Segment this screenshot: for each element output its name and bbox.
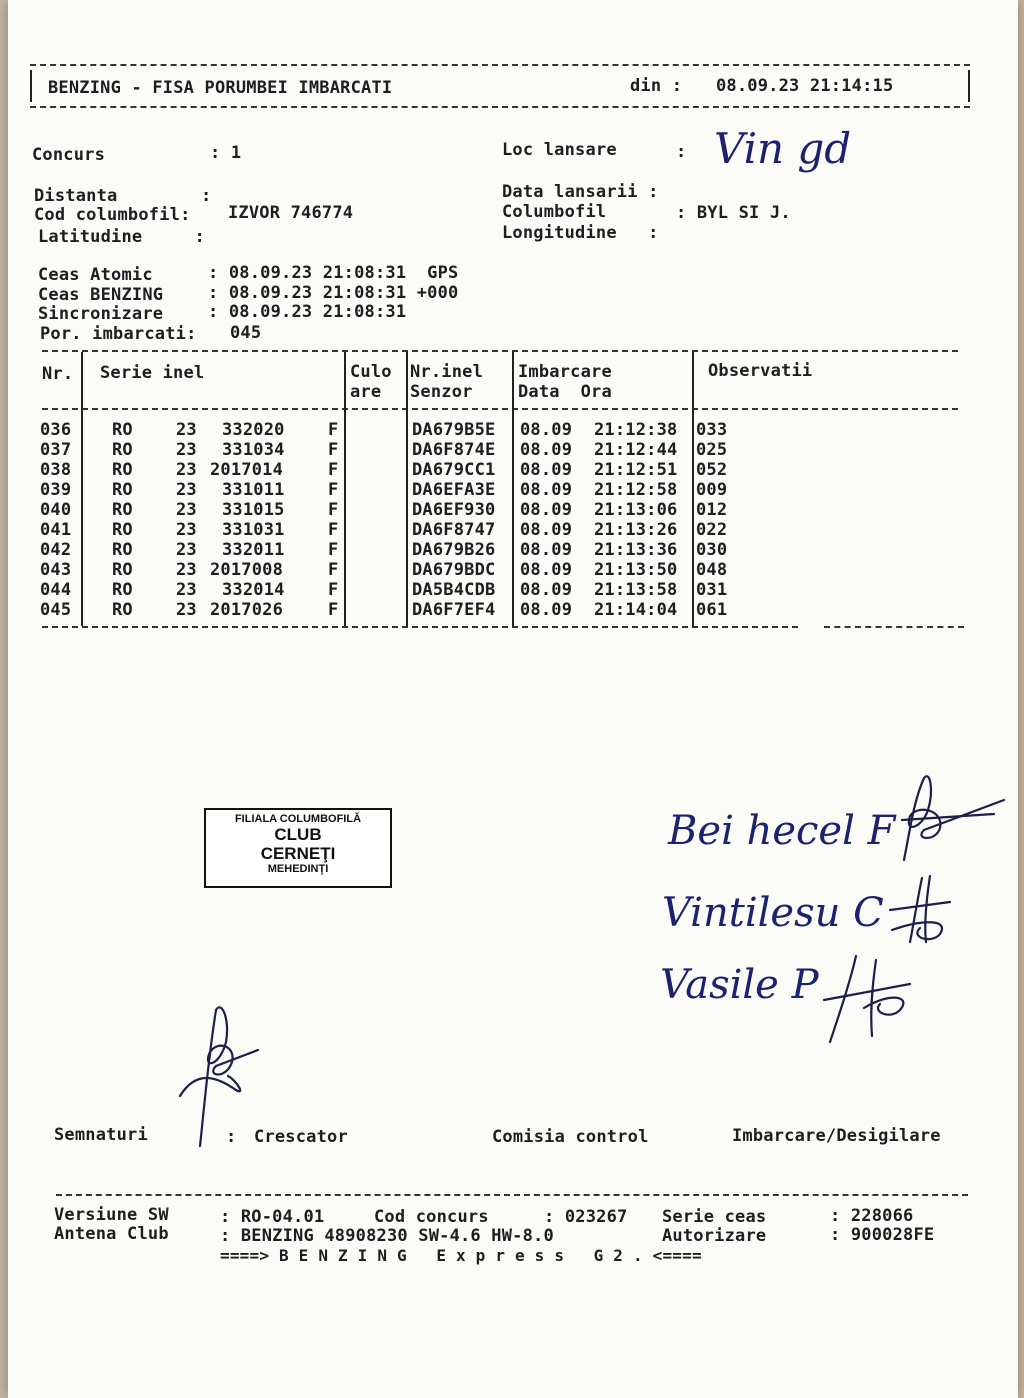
row-observatii: 033: [696, 420, 728, 440]
row-nr: 043: [40, 560, 72, 580]
row-year: 23: [176, 480, 197, 500]
printed-sheet: [8, 0, 1018, 1398]
row-country: RO: [112, 480, 133, 500]
row-nr: 037: [40, 440, 72, 460]
row-country: RO: [112, 500, 133, 520]
row-observatii: 012: [696, 500, 728, 520]
row-time: 21:14:04: [594, 600, 678, 620]
row-year: 23: [176, 580, 197, 600]
row-observatii: 030: [696, 540, 728, 560]
row-ring: 332014: [222, 580, 285, 600]
semnaturi-colon: :: [226, 1127, 237, 1147]
imbarcare-desigilare-label: Imbarcare/Desigilare: [732, 1126, 941, 1146]
row-country: RO: [112, 580, 133, 600]
cod-concurs-label: Cod concurs: [374, 1207, 489, 1227]
semnaturi-label: Semnaturi: [54, 1125, 148, 1145]
row-sensor: DA679CC1: [412, 460, 496, 480]
stamp-line-4: MEHEDINŢI: [267, 863, 329, 875]
table-bottom-border: [42, 626, 798, 628]
row-ring: 2017026: [210, 600, 284, 620]
sincronizare-value: : 08.09.23 21:08:31: [208, 302, 407, 322]
row-sensor: DA5B4CDB: [412, 580, 496, 600]
signature-commission-1: [884, 770, 1014, 870]
row-date: 08.09: [520, 440, 573, 460]
row-country: RO: [112, 560, 133, 580]
por-imbarcati-value: 045: [230, 323, 262, 343]
row-year: 23: [176, 420, 197, 440]
row-sex: F: [328, 460, 339, 480]
benzing-express-banner: ====> B E N Z I N G E x p r e s s G 2 . <====: [220, 1246, 702, 1265]
row-nr: 038: [40, 460, 72, 480]
row-sex: F: [328, 580, 339, 600]
row-observatii: 009: [696, 480, 728, 500]
crescator-label: Crescator: [254, 1127, 348, 1147]
col-header-observatii: Observatii: [708, 361, 813, 381]
serie-ceas-value: : 228066: [830, 1206, 914, 1226]
row-country: RO: [112, 600, 133, 620]
col-header-nr-inel: Nr.inel: [410, 362, 484, 382]
latitudine-label: Latitudine :: [38, 227, 205, 247]
ceas-atomic-label: Ceas Atomic: [38, 265, 153, 285]
row-time: 21:12:44: [594, 440, 678, 460]
comisia-control-label: Comisia control: [492, 1127, 649, 1147]
row-sensor: DA6EFA3E: [412, 480, 496, 500]
row-sex: F: [328, 500, 339, 520]
concurs-label: Concurs: [32, 145, 106, 165]
row-date: 08.09: [520, 500, 573, 520]
footer-separator: [56, 1194, 968, 1196]
row-ring: 331011: [222, 480, 285, 500]
col-header-senzor: Senzor: [410, 382, 473, 402]
row-time: 21:13:06: [594, 500, 678, 520]
columbofil-label: Columbofil: [502, 202, 607, 222]
row-sex: F: [328, 520, 339, 540]
distanta-label: Distanta :: [34, 186, 212, 206]
row-date: 08.09: [520, 420, 573, 440]
row-sensor: DA679B26: [412, 540, 496, 560]
row-sensor: DA6F8747: [412, 520, 496, 540]
stamp-line-1: FILIALA COLUMBOFILĂ: [234, 813, 362, 825]
row-nr: 041: [40, 520, 72, 540]
row-year: 23: [176, 440, 197, 460]
col-sep-senzor: [512, 352, 514, 626]
row-nr: 045: [40, 600, 72, 620]
longitudine-label: Longitudine :: [502, 223, 659, 243]
row-date: 08.09: [520, 480, 573, 500]
antena-club-label: Antena Club: [54, 1224, 169, 1244]
row-time: 21:13:36: [594, 540, 678, 560]
data-lansarii-label: Data lansarii :: [502, 182, 659, 202]
cod-columbofil-label: Cod columbofil:: [34, 205, 191, 225]
row-observatii: 025: [696, 440, 728, 460]
row-year: 23: [176, 600, 197, 620]
signature-commission-2: [880, 872, 970, 952]
row-nr: 040: [40, 500, 72, 520]
row-country: RO: [112, 520, 133, 540]
print-date-label: din :: [630, 76, 683, 96]
row-sensor: DA679B5E: [412, 420, 496, 440]
por-imbarcati-label: Por. imbarcati:: [40, 324, 197, 344]
ceas-benzing-value: : 08.09.23 21:08:31 +000: [208, 283, 459, 303]
row-nr: 044: [40, 580, 72, 600]
row-sex: F: [328, 440, 339, 460]
autorizare-value: : 900028FE: [830, 1225, 935, 1245]
col-sep-nr: [81, 352, 83, 626]
commission-name-2: Vintilesu C: [662, 890, 884, 936]
loc-lansare-handwritten: Vin gd: [714, 124, 852, 173]
row-sex: F: [328, 540, 339, 560]
row-sex: F: [328, 480, 339, 500]
serie-ceas-label: Serie ceas: [662, 1207, 767, 1227]
row-observatii: 031: [696, 580, 728, 600]
row-country: RO: [112, 540, 133, 560]
row-sex: F: [328, 560, 339, 580]
col-header-culoare-2: are: [350, 382, 382, 402]
row-time: 21:12:51: [594, 460, 678, 480]
row-date: 08.09: [520, 520, 573, 540]
row-sensor: DA6F874E: [412, 440, 496, 460]
col-header-data-ora: Data Ora: [518, 382, 612, 402]
loc-lansare-colon: :: [676, 142, 687, 162]
row-sensor: DA6F7EF4: [412, 600, 496, 620]
row-year: 23: [176, 460, 197, 480]
row-nr: 042: [40, 540, 72, 560]
header-right-border: [968, 70, 970, 102]
row-country: RO: [112, 460, 133, 480]
row-year: 23: [176, 520, 197, 540]
row-ring: 2017008: [210, 560, 284, 580]
col-sep-culoare: [406, 352, 408, 626]
versiune-sw-value: : RO-04.01: [220, 1207, 325, 1227]
row-sensor: DA679BDC: [412, 560, 496, 580]
row-time: 21:12:38: [594, 420, 678, 440]
row-year: 23: [176, 560, 197, 580]
header-top-border: [30, 64, 970, 66]
row-sex: F: [328, 600, 339, 620]
row-ring: 332011: [222, 540, 285, 560]
ceas-benzing-label: Ceas BENZING: [38, 285, 164, 305]
stamp-line-2: CLUB: [274, 825, 322, 844]
row-ring: 2017014: [210, 460, 284, 480]
row-sex: F: [328, 420, 339, 440]
row-observatii: 048: [696, 560, 728, 580]
table-bottom-border-observatii: [824, 626, 964, 628]
col-header-imbarcare: Imbarcare: [518, 362, 612, 382]
row-observatii: 061: [696, 600, 728, 620]
row-time: 21:13:58: [594, 580, 678, 600]
loc-lansare-label: Loc lansare: [502, 140, 617, 160]
concurs-value: : 1: [210, 143, 242, 163]
cod-columbofil-value: IZVOR 746774: [228, 203, 354, 223]
print-date-value: 08.09.23 21:14:15: [716, 76, 894, 96]
row-date: 08.09: [520, 540, 573, 560]
row-time: 21:12:58: [594, 480, 678, 500]
header-left-border: [30, 70, 32, 102]
col-header-nr: Nr.: [42, 364, 74, 384]
table-top-border: [42, 350, 958, 352]
club-stamp: [204, 808, 392, 888]
columbofil-value: : BYL SI J.: [676, 203, 791, 223]
row-observatii: 022: [696, 520, 728, 540]
row-time: 21:13:26: [594, 520, 678, 540]
commission-name-3: Vasile P: [660, 962, 819, 1008]
col-sep-imbarcare: [692, 352, 694, 626]
row-date: 08.09: [520, 560, 573, 580]
col-header-serie-inel: Serie inel: [100, 363, 205, 383]
sincronizare-label: Sincronizare: [38, 304, 164, 324]
row-year: 23: [176, 540, 197, 560]
table-header-separator: [42, 408, 958, 410]
row-country: RO: [112, 440, 133, 460]
row-observatii: 052: [696, 460, 728, 480]
row-nr: 036: [40, 420, 72, 440]
row-ring: 331034: [222, 440, 285, 460]
row-nr: 039: [40, 480, 72, 500]
row-ring: 331015: [222, 500, 285, 520]
row-date: 08.09: [520, 600, 573, 620]
row-time: 21:13:50: [594, 560, 678, 580]
document-title: BENZING - FISA PORUMBEI IMBARCATI: [48, 78, 393, 98]
row-country: RO: [112, 420, 133, 440]
ceas-atomic-value: : 08.09.23 21:08:31 GPS: [208, 263, 459, 283]
signature-commission-3: [820, 952, 930, 1042]
header-bottom-border: [30, 106, 970, 108]
antena-club-value: : BENZING 48908230 SW-4.6 HW-8.0: [220, 1226, 554, 1246]
versiune-sw-label: Versiune SW: [54, 1205, 169, 1225]
stamp-line-3: CERNEŢI: [260, 844, 336, 863]
col-sep-serie: [344, 352, 346, 626]
row-sensor: DA6EF930: [412, 500, 496, 520]
col-header-culoare-1: Culo: [350, 362, 392, 382]
row-ring: 332020: [222, 420, 285, 440]
commission-name-1: Bei hecel F: [668, 808, 896, 854]
row-ring: 331031: [222, 520, 285, 540]
autorizare-label: Autorizare: [662, 1226, 767, 1246]
row-year: 23: [176, 500, 197, 520]
row-date: 08.09: [520, 580, 573, 600]
cod-concurs-value: : 023267: [544, 1207, 628, 1227]
row-date: 08.09: [520, 460, 573, 480]
